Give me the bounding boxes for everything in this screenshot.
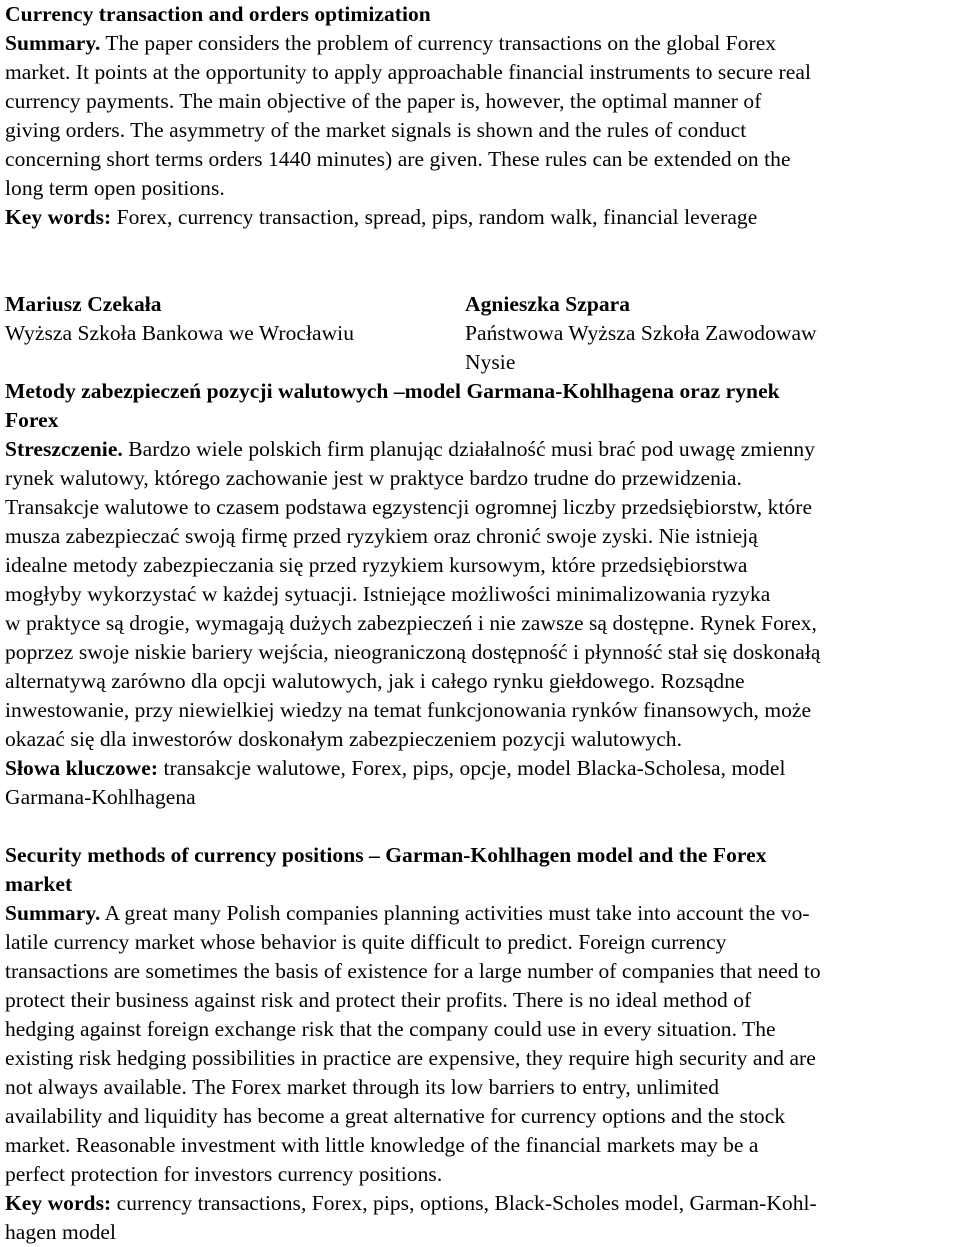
english-line: availability and liquidity has become a great alternative for currency options and the stock	[5, 1104, 786, 1128]
polish-line: mogłyby wykorzystać w każdej sytuacji. Istniejące możliwości minimalizowania ryzyka	[5, 582, 771, 606]
author-right	[465, 290, 817, 377]
author-left	[5, 290, 354, 348]
keywords-label: Key words:	[5, 205, 112, 229]
author-name: Mariusz Czekała	[5, 292, 162, 316]
english-keywords-text: currency transactions, Forex, pips, options, Black-Scholes model, Garman-Kohl-	[111, 1191, 817, 1215]
keywords-text: Forex, currency transaction, spread, pips, random walk, financial leverage	[111, 205, 758, 229]
summary-paragraph-line	[5, 29, 955, 58]
polish-line: musza zabezpieczać swoją firmę przed ryzykiem oraz chronić swoje zyski. Nie istnieją	[5, 524, 758, 548]
polish-line: poprzez swoje niskie bariery wejścia, nieograniczoną dostępność i płynność stał się doskonałą	[5, 640, 821, 664]
english-line: protect their business against risk and protect their profits. There is no ideal method of	[5, 988, 752, 1012]
polish-line: rynek walutowy, którego zachowanie jest w praktyce bardzo trudne do przewidzenia.	[5, 466, 742, 490]
summary-title: Currency transaction and orders optimization	[5, 2, 431, 26]
authors-block	[5, 290, 955, 377]
polish-text: Bardzo wiele polskich firm planując działalność musi brać pod uwagę zmienny	[122, 437, 816, 461]
english-line: hedging against foreign exchange risk that the company could use in every situation. The	[5, 1017, 776, 1041]
summary-line: concerning short terms orders 1440 minutes) are given. These rules can be extended on the	[5, 147, 791, 171]
polish-abstract-line	[5, 435, 955, 464]
summary-line: currency payments. The main objective of the paper is, however, the optimal manner of	[5, 89, 762, 113]
slowa-kluczowe-label: Słowa kluczowe:	[5, 756, 159, 780]
summary-line: market. It points at the opportunity to apply approachable financial instruments to secure real	[5, 60, 811, 84]
english-line: market. Reasonable investment with little knowledge of the financial markets may be a	[5, 1133, 759, 1157]
author-affiliation-cont: Nysie	[465, 350, 516, 374]
summary-label: Summary.	[5, 901, 101, 925]
spacer	[5, 812, 955, 841]
polish-line: w praktyce są drogie, wymagają dużych zabezpieczeń i nie zawsze są dostępne. Rynek Forex,	[5, 611, 817, 635]
summary-text: The paper considers the problem of currency transactions on the global Forex	[100, 31, 777, 55]
polish-line: okazać się dla inwestorów doskonałym zabezpieczeniem pozycji walutowych.	[5, 727, 683, 751]
keywords-line	[5, 203, 955, 232]
summary-line: giving orders. The asymmetry of the market signals is shown and the rules of conduct	[5, 118, 747, 142]
author-name: Agnieszka Szpara	[465, 292, 631, 316]
polish-title-cont: Forex	[5, 408, 59, 432]
polish-keywords-line	[5, 754, 955, 783]
english-keywords-line	[5, 1189, 955, 1218]
english-text: A great many Polish companies planning activities must take into account the vo-	[100, 901, 810, 925]
author-affiliation: Wyższa Szkoła Bankowa we Wrocławiu	[5, 321, 354, 345]
english-title: Security methods of currency positions – Garman-Kohlhagen model and the Forex	[5, 843, 767, 867]
english-line: perfect protection for investors currency positions.	[5, 1162, 443, 1186]
english-line: transactions are sometimes the basis of existence for a large number of companies that need to	[5, 959, 821, 983]
polish-title: Metody zabezpieczeń pozycji walutowych –model Garmana-Kohlhagena oraz rynek	[5, 379, 780, 403]
summary-label: Summary.	[5, 31, 101, 55]
english-abstract-line	[5, 899, 955, 928]
streszczenie-label: Streszczenie.	[5, 437, 123, 461]
polish-line: idealne metody zabezpieczania się przed ryzykiem kursowym, które przedsiębiorstwa	[5, 553, 748, 577]
english-title-cont: market	[5, 872, 73, 896]
english-line: latile currency market whose behavior is quite difficult to predict. Foreign currency	[5, 930, 727, 954]
polish-line: alternatywą zarówno dla opcji walutowych, jak i całego rynku giełdowego. Rozsądne	[5, 669, 745, 693]
polish-keywords-cont: Garmana-Kohlhagena	[5, 785, 196, 809]
polish-keywords-text: transakcje walutowe, Forex, pips, opcje, model Blacka-Scholesa, model	[158, 756, 786, 780]
document-page	[5, 0, 955, 1247]
english-keywords-cont: hagen model	[5, 1220, 116, 1244]
polish-line: inwestowanie, przy niewielkiej wiedzy na temat funkcjonowania rynków finansowych, może	[5, 698, 812, 722]
polish-line: Transakcje walutowe to czasem podstawa egzystencji ogromnej liczby przedsiębiorstw, które	[5, 495, 813, 519]
keywords-label: Key words:	[5, 1191, 112, 1215]
english-line: not always available. The Forex market through its low barriers to entry, unlimited	[5, 1075, 720, 1099]
spacer	[5, 232, 955, 290]
english-line: existing risk hedging possibilities in practice are expensive, they require high security and are	[5, 1046, 816, 1070]
summary-line: long term open positions.	[5, 176, 225, 200]
author-affiliation: Państwowa Wyższa Szkoła Zawodowaw	[465, 321, 817, 345]
